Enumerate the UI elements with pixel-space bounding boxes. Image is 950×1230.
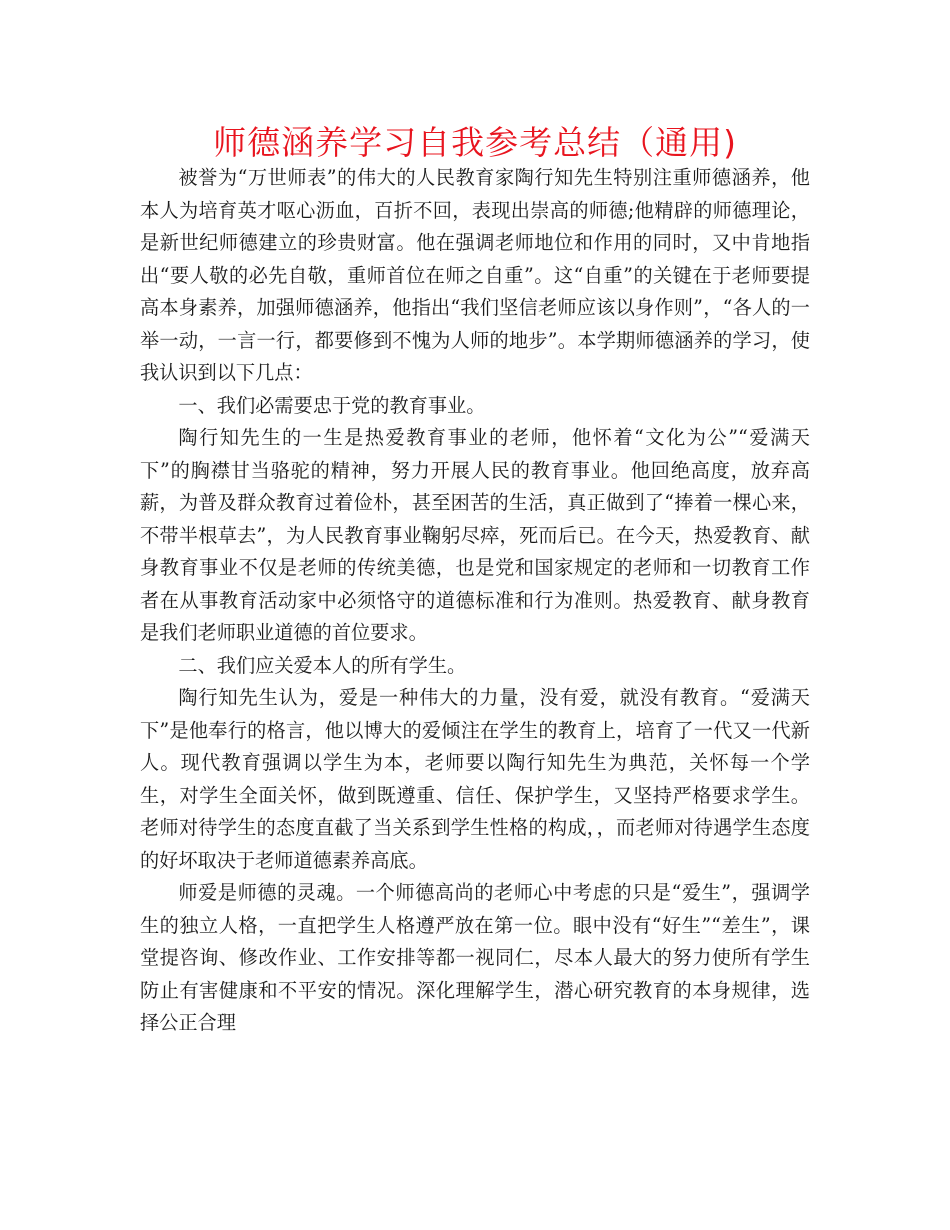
document-body bbox=[140, 162, 810, 1040]
paragraph-section-1: 陶行知先生的一生是热爱教育事业的老师，他怀着“文化为公”“爱满天下”的胸襟甘当骆驼的精神，努力开展人民的教育事业。他回绝高度，放弃高薪，为普及群众教育过着俭朴，甚至困苦的生活，真正做到了“捧着一棵心来，不带半根草去”，为人民教育事业鞠躬尽瘁，死而后已。在今天，热爱教育、献身教育事业不仅是老师的传统美德，也是党和国家规定的老师和一切教育工作者在从事教育活动家中必须恪守的道德标准和行为准则。热爱教育、献身教育是我们老师职业道德的首位要求。 bbox=[140, 426, 810, 644]
paragraph-intro: 被誉为“万世师表”的伟大的人民教育家陶行知先生特别注重师德涵养，他本人为培育英才呕心沥血，百折不回，表现出崇高的师德;他精辟的师德理论，是新世纪师德建立的珍贵财富。他在强调老师地位和作用的同时，又中肯地指出“要人敬的必先自敬，重师首位在师之自重”。这“自重”的关键在于老师要提高本身素养，加强师德涵养，他指出“我们坚信老师应该以身作则”，“各人的一举一动，一言一行，都要修到不愧为人师的地步”。本学期师德涵养的学习，使我认识到以下几点： bbox=[140, 166, 810, 384]
paragraph-section-2b: 师爱是师德的灵魂。一个师德高尚的老师心中考虑的只是“爱生”，强调学生的独立人格，一直把学生人格遵严放在第一位。眼中没有“好生”“差生”，课堂提咨询、修改作业、工作安排等都一视同仁，尽本人最大的努力使所有学生防止有害健康和不平安的情况。深化理解学生，潜心研究教育的本身规律，选择公正合理 bbox=[140, 881, 810, 1034]
paragraph-section-2a: 陶行知先生认为，爱是一种伟大的力量，没有爱，就没有教育。“爱满天下”是他奉行的格言，他以博大的爱倾注在学生的教育上，培育了一代又一代新人。现代教育强调以学生为本，老师要以陶行知先生为典范，关怀每一个学生，对学生全面关怀，做到既遵重、信任、保护学生，又坚持严格要求学生。老师对待学生的态度直截了当关系到学生性格的构成，，而老师对待遇学生态度的好坏取决于老师道德素养高底。 bbox=[140, 686, 810, 872]
document-title: 师德涵养学习自我参考总结（通用) bbox=[213, 123, 737, 162]
section-heading-1: 一、我们必需要忠于党的教育事业。 bbox=[178, 393, 486, 417]
section-heading-2: 二、我们应关爱本人的所有学生。 bbox=[178, 653, 467, 677]
